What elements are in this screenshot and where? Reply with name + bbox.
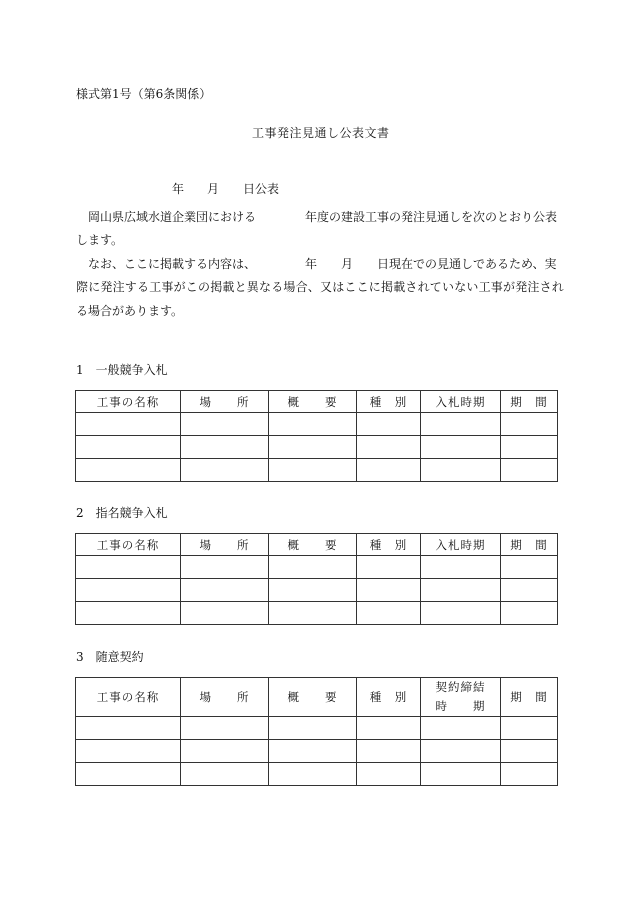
table-cell [76,436,181,459]
table-row [76,602,558,625]
table-cell [357,717,421,740]
table-cell [501,740,558,763]
col-summary: 概 要 [269,678,357,717]
intro-line1-part2: 年度の建設工事の発注見通しを次のとおり公表 [305,210,558,224]
col-type: 種 別 [357,391,421,413]
col-period: 期 間 [501,678,558,717]
col-location: 場 所 [181,678,269,717]
col-project-name: 工事の名称 [76,534,181,556]
col-type: 種 別 [357,678,421,717]
table-cell [421,459,501,482]
col-project-name: 工事の名称 [76,391,181,413]
table-cell [269,459,357,482]
table-cell [357,436,421,459]
table-cell [421,717,501,740]
table-cell [269,436,357,459]
intro-line3-part1: なお、ここに掲載する内容は、 [88,257,257,271]
table-cell [76,459,181,482]
table-cell [501,436,558,459]
col-project-name: 工事の名称 [76,678,181,717]
table-cell [181,436,269,459]
col-bid-timing: 入札時期 [421,391,501,413]
table-row [76,740,558,763]
col-summary: 概 要 [269,391,357,413]
table-cell [501,579,558,602]
intro-line5: る場合があります。 [76,304,184,318]
table-cell [501,413,558,436]
table-cell [357,602,421,625]
date-month-label: 月 [207,182,220,196]
intro-line4: 際に発注する工事がこの掲載と異なる場合、又はここに掲載されていない工事が発注され [76,280,565,294]
section-3-table [75,677,558,786]
table-row [76,717,558,740]
table-cell [269,602,357,625]
table-cell [76,602,181,625]
table-cell [421,602,501,625]
col-location: 場 所 [181,391,269,413]
table-cell [501,602,558,625]
table-cell [181,459,269,482]
table-cell [76,717,181,740]
table-cell [357,556,421,579]
table-cell [421,556,501,579]
table-cell [357,740,421,763]
date-day-label: 日公表 [243,182,280,196]
table-cell [181,763,269,786]
table-cell [181,556,269,579]
table-row [76,763,558,786]
section-2-heading: 2 指名競争入札 [76,506,168,520]
col-contract-timing [421,678,501,717]
form-label: 様式第1号（第6条関係） [76,87,212,101]
table-cell [501,763,558,786]
table-cell [421,436,501,459]
col-bid-timing: 入札時期 [421,534,501,556]
col-period: 期 間 [501,391,558,413]
col-type: 種 別 [357,534,421,556]
col-contract-timing-line1: 契約締結 [435,680,486,694]
table-cell [76,763,181,786]
table-row [76,436,558,459]
table-cell [421,763,501,786]
table-cell [76,556,181,579]
table-cell [501,459,558,482]
intro-line2: します。 [76,233,124,247]
table-row [76,556,558,579]
document-title: 工事発注見通し公表文書 [252,126,390,140]
table-cell [181,413,269,436]
intro-line1-part1: 岡山県広域水道企業団における [88,210,257,224]
table-cell [181,579,269,602]
table-cell [421,413,501,436]
table-cell [181,717,269,740]
col-period: 期 間 [501,534,558,556]
table-cell [269,413,357,436]
section-3-heading: 3 随意契約 [76,650,144,664]
table-row [76,413,558,436]
table-cell [269,740,357,763]
date-year-label: 年 [172,182,185,196]
intro-line3-part2: 日現在での見通しであるため、実 [377,257,557,271]
table-cell [501,717,558,740]
table-cell [269,579,357,602]
table-cell [357,579,421,602]
table-cell [421,740,501,763]
table-cell [181,602,269,625]
section-2-table [75,533,558,625]
table-cell [357,763,421,786]
table-row [76,459,558,482]
table-cell [357,459,421,482]
table-row [76,579,558,602]
table-cell [76,740,181,763]
col-location: 場 所 [181,534,269,556]
table-cell [269,717,357,740]
table-cell [76,413,181,436]
intro-line3-year: 年 [305,257,318,271]
table-cell [357,413,421,436]
section-1-heading: 1 一般競争入札 [76,363,168,377]
intro-line3-month: 月 [341,257,354,271]
table-cell [76,579,181,602]
col-contract-timing-line2: 時 期 [435,699,486,713]
table-cell [269,556,357,579]
table-cell [501,556,558,579]
section-1-table [75,390,558,482]
table-cell [181,740,269,763]
table-cell [269,763,357,786]
col-summary: 概 要 [269,534,357,556]
table-cell [421,579,501,602]
